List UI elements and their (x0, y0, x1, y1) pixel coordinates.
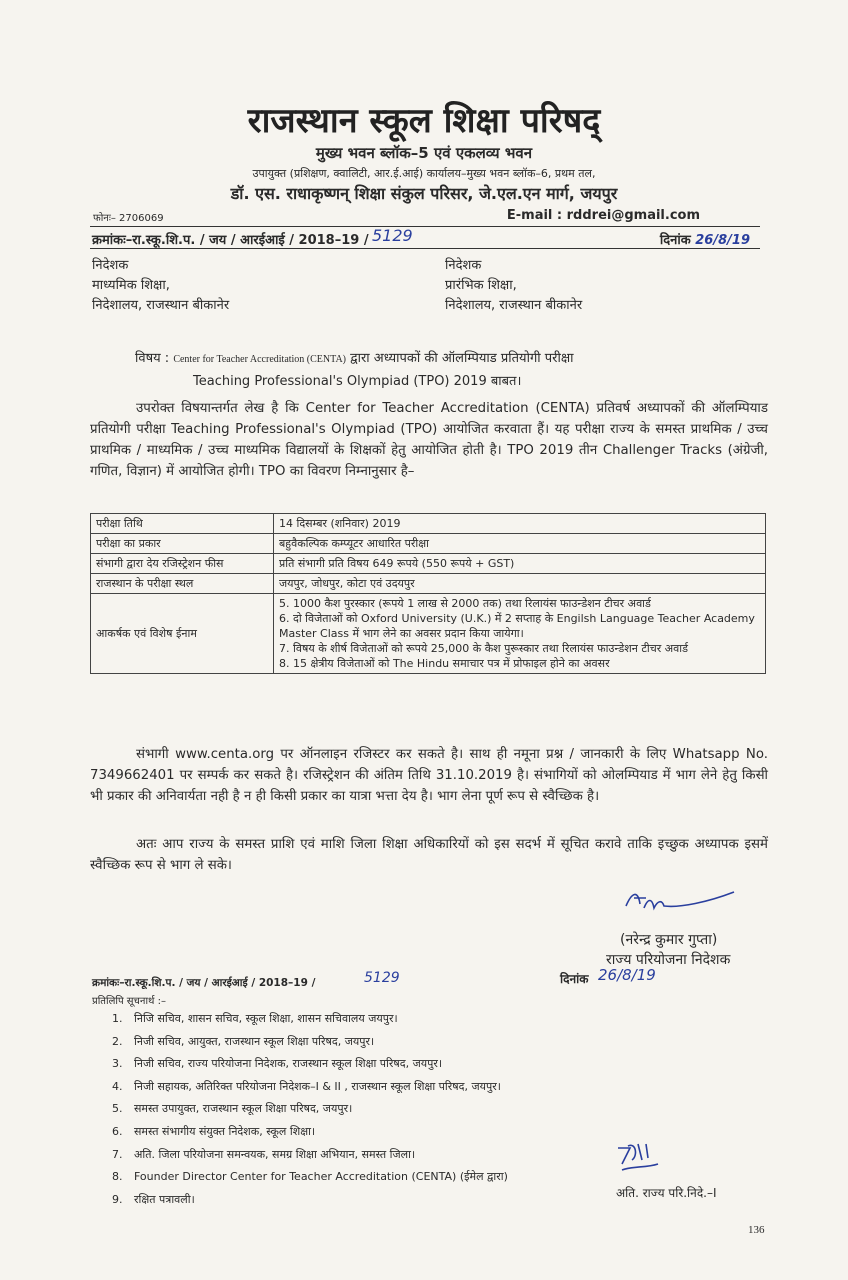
subject-block (135, 348, 574, 393)
list-item (112, 1168, 508, 1191)
list-item (112, 1078, 508, 1101)
list-item-text: अति. जिला परियोजना समन्वयक, समग्र शिक्षा अभियान, समस्त जिला। (134, 1147, 416, 1161)
list-item-number: 3. (112, 1057, 123, 1071)
copy-recipients-list (112, 1010, 508, 1213)
body-paragraph-3: अतः आप राज्य के समस्त प्राशि एवं माशि जिला शिक्षा अधिकारियों को इस सदर्भ में सूचित करावे ताकि इच्छुक अध्यापक इसमें स्वैच्छिक रूप से भाग ले सके। (90, 837, 768, 873)
table-key: आकर्षक एवं विशेष ईनाम (91, 594, 274, 674)
list-item (112, 1191, 508, 1214)
initials-designation: अति. राज्य परि.निदे.–I (616, 1186, 717, 1200)
list-item (112, 1123, 508, 1146)
letterhead-email: E-mail : rddrei@gmail.com (506, 208, 700, 223)
list-item-text: समस्त संभागीय संयुक्त निदेशक, स्कूल शिक्षा। (134, 1124, 316, 1138)
subject-text-line1: द्वारा अध्यापकों की ऑलम्पियाड प्रतियोगी परीक्षा (350, 351, 574, 366)
list-item-number: 2. (112, 1034, 123, 1048)
award-item: 7. विषय के शीर्ष विजेताओं को रूपये 25,000 के कैश पुरूस्कार तथा रिलायंस फाउन्डेशन टीचर अवार्ड (279, 642, 688, 655)
list-item (112, 1033, 508, 1056)
addressee-line: माध्यमिक शिक्षा, (92, 278, 170, 293)
subject-label: विषय : (135, 351, 170, 366)
copy-reference-handwritten: 5129 (364, 970, 400, 986)
table-value: प्रति संभागी प्रति विषय 649 रूपये (550 रूपये + GST) (274, 554, 766, 574)
letterhead-phone: फोनः– 2706069 (93, 213, 164, 224)
list-item-text: निजी सचिव, राज्य परियोजना निदेशक, राजस्थान स्कूल शिक्षा परिषद, जयपुर। (134, 1057, 443, 1071)
list-item-text: Founder Director Center for Teacher Accreditation (CENTA) (ईमेल द्वारा) (134, 1170, 508, 1184)
table-value: बहुवैकल्पिक कम्प्यूटर आधारित परीक्षा (274, 534, 766, 554)
addressee-line: निदेशालय, राजस्थान बीकानेर (445, 298, 583, 313)
table-row (91, 574, 766, 594)
page-number: 136 (748, 1224, 765, 1236)
table-key: परीक्षा तिथि (91, 514, 274, 534)
award-item: 5. 1000 कैश पुरस्कार (रूपये 1 लाख से 2000 तक) तथा रिलायंस फाउन्डेशन टीचर अवार्ड (279, 597, 651, 610)
awards-list (274, 594, 766, 674)
initials-mark (612, 1138, 672, 1178)
header-rule-top (90, 226, 760, 227)
table-row (91, 534, 766, 554)
table-key: संभागी द्वारा देय रजिस्ट्रेशन फीस (91, 554, 274, 574)
list-item-text: रक्षित पत्रावली। (134, 1192, 195, 1206)
list-item (112, 1010, 508, 1033)
table-key: परीक्षा का प्रकार (91, 534, 274, 554)
letterhead-building: मुख्य भवन ब्लॉक–5 एवं एकलव्य भवन (315, 144, 533, 162)
list-item-text: समस्त उपायुक्त, राजस्थान स्कूल शिक्षा परिषद, जयपुर। (134, 1102, 353, 1116)
table-row-awards (91, 594, 766, 674)
list-item (112, 1055, 508, 1078)
list-item (112, 1100, 508, 1123)
table-row (91, 554, 766, 574)
addressee-line: निदेशक (445, 258, 482, 273)
addressee-elementary (445, 256, 582, 316)
addressee-secondary (92, 256, 229, 316)
subject-text-line2: Teaching Professional's Olympiad (TPO) 2019 बाबत। (193, 374, 522, 389)
list-item-number: 1. (112, 1012, 123, 1025)
list-item-text: निजी सचिव, आयुक्त, राजस्थान स्कूल शिक्षा परिषद, जयपुर। (134, 1034, 375, 1048)
signatory-name: (नरेन्द्र कुमार गुप्ता) (620, 932, 718, 948)
letterhead-title: राजस्थान स्कूल शिक्षा परिषद् (247, 101, 601, 141)
award-item: 8. 15 क्षेत्रीय विजेताओं को The Hindu समाचार पत्र में प्रोफाइल होने का अवसर (279, 657, 610, 670)
list-item-number: 6. (112, 1124, 123, 1138)
list-item-number: 5. (112, 1102, 123, 1116)
table-row (91, 514, 766, 534)
list-item-number: 9. (112, 1192, 123, 1206)
list-item-text: निजी सहायक, अतिरिक्त परियोजना निदेशक–I & II , राजस्थान स्कूल शिक्षा परिषद, जयपुर। (134, 1079, 501, 1093)
body-paragraph-1: उपरोक्त विषयान्तर्गत लेख है कि Center for Teacher Accreditation (CENTA) प्रतिवर्ष अध्यापकों की ऑलम्पियाड प्रतियोगी परीक्षा Teaching Professional's Olympiad (TPO) आयोजित करवाता हैं। यह परीक्षा राज्य के समस्त प्राथमिक / उच्च प्राथमिक / माध्यमिक / उच्च माध्यमिक विद्यालयों के शिक्षकों हेतु आयोजित होती है। TPO 2019 तीन Challenger Tracks (अंग्रेजी, गणित, विज्ञान) में आयोजित होगी। TPO का विवरण निम्नानुसार है– (90, 401, 768, 479)
award-item: 6. दो विजेताओं को Oxford University (U.K.) में 2 सप्ताह के Engilsh Language Teacher Academy Master Class में भाग लेने का अवसर प्रदान किया जायेगा। (279, 612, 755, 640)
letterhead-address: डॉ. एस. राधाकृष्णन् शिक्षा संकुल परिसर, जे.एल.एन मार्ग, जयपुर (230, 184, 618, 203)
table-key: राजस्थान के परीक्षा स्थल (91, 574, 274, 594)
tpo-details-table (90, 513, 766, 674)
signature-mark (620, 884, 740, 924)
list-item-number: 8. (112, 1170, 123, 1184)
letterhead-office: उपायुक्त (प्रशिक्षण, क्वालिटी, आर.ई.आई) कार्यालय–मुख्य भवन ब्लॉक–6, प्रथम तल, (252, 167, 596, 180)
header-rule-bottom (90, 248, 760, 249)
addressee-line: निदेशक (92, 258, 129, 273)
reference-date-label: दिनांक (659, 233, 691, 248)
reference-date-handwritten: 26/8/19 (695, 233, 750, 248)
table-value: 14 दिसम्बर (शनिवार) 2019 (274, 514, 766, 534)
reference-number: क्रमांकः–रा.स्कू.शि.प. / जय / आरईआई / 2018–19 / (92, 233, 369, 248)
list-item-text: निजि सचिव, शासन सचिव, स्कूल शिक्षा, शासन सचिवालय जयपुर। (134, 1012, 398, 1025)
subject-org: Center for Teacher Accreditation (CENTA) (173, 354, 346, 365)
list-item-number: 4. (112, 1079, 123, 1093)
copy-date-handwritten: 26/8/19 (598, 966, 656, 984)
list-item (112, 1146, 508, 1169)
addressee-line: निदेशालय, राजस्थान बीकानेर (92, 298, 230, 313)
copy-title: प्रतिलिपि सूचनार्थ :– (92, 996, 166, 1007)
copy-reference-number: क्रमांकः–रा.स्कू.शि.प. / जय / आरईआई / 2018–19 / (92, 977, 316, 989)
body-paragraph-2: संभागी www.centa.org पर ऑनलाइन रजिस्टर कर सकते है। साथ ही नमूना प्रश्न / जानकारी के लिए Whatsapp No. 7349662401 पर सम्पर्क कर सकते है। रजिस्ट्रेशन की अंतिम तिथि 31.10.2019 है। संभागियों को ओलम्पियाड में भाग लेने हेतु किसी भी प्रकार की अनिवार्यता नही है न ही किसी प्रकार का यात्रा भत्ता देय है। भाग लेना पूर्ण रूप से स्वैच्छिक है। (90, 747, 768, 804)
reference-date (660, 230, 750, 248)
list-item-number: 7. (112, 1147, 123, 1161)
table-value: जयपुर, जोधपुर, कोटा एवं उदयपुर (274, 574, 766, 594)
copy-date-label: दिनांक (560, 972, 589, 986)
signatory-designation: राज्य परियोजना निदेशक (606, 952, 731, 968)
addressee-line: प्रारंभिक शिक्षा, (445, 278, 517, 293)
reference-number-handwritten: 5129 (372, 226, 413, 245)
